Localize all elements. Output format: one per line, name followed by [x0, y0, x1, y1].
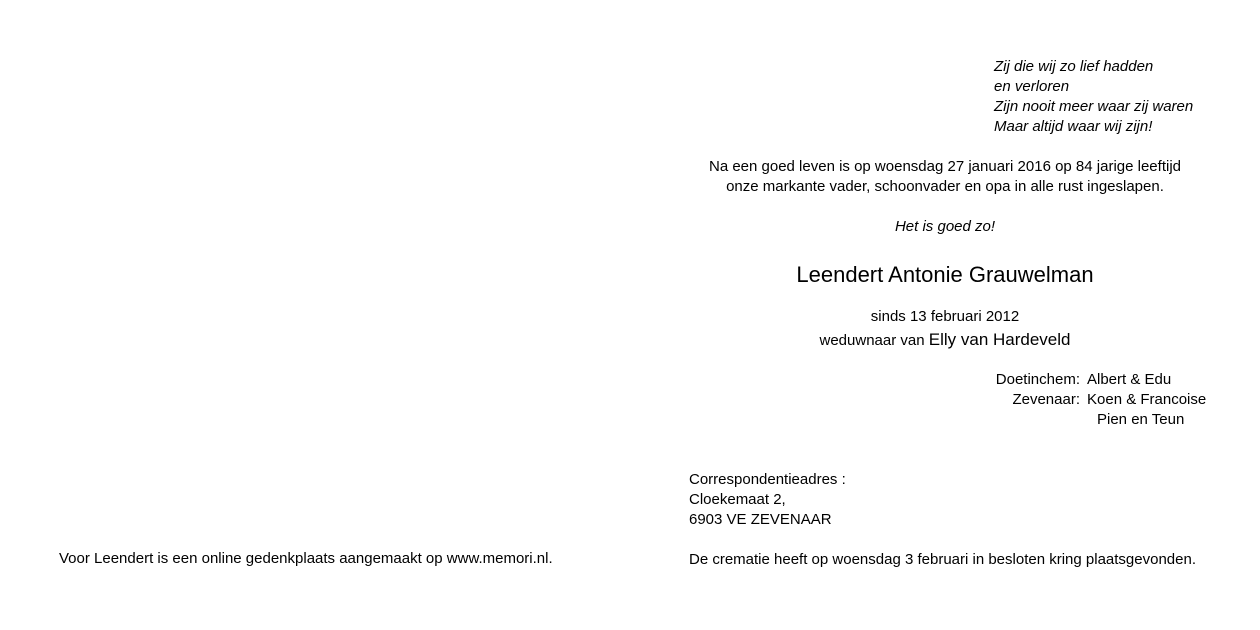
poem-line-1: Zij die wij zo lief hadden	[994, 58, 1154, 75]
family-place: Doetinchem:	[995, 371, 1080, 388]
poem	[994, 57, 1193, 137]
online-memorial-text: Voor Leendert is een online gedenkplaats aangemaakt op www.memori.nl.	[59, 550, 553, 567]
announcement-line-1: Na een goed leven is op woensdag 27 januari 2016 op 84 jarige leeftijd	[708, 158, 1181, 175]
family-place: Zevenaar:	[1012, 391, 1080, 408]
cremation-text: De crematie heeft op woensdag 3 februari in besloten kring plaatsgevonden.	[689, 551, 1196, 568]
spouse-name: Elly van Hardeveld	[928, 330, 1071, 349]
family-names: Koen & Francoise	[1087, 391, 1207, 408]
family-row	[990, 410, 1206, 430]
poem-line-3: Zijn nooit meer waar zij waren	[994, 98, 1194, 115]
family-row	[990, 390, 1206, 410]
address-heading: Correspondentieadres :	[689, 471, 846, 488]
widower-line	[690, 329, 1200, 352]
deceased-name: Leendert Antonie Grauwelman	[796, 262, 1094, 287]
address-street: Cloekemaat 2,	[689, 491, 786, 508]
correspondence-address	[689, 470, 846, 530]
announcement-line-2: onze markante vader, schoonvader en opa in alle rust ingeslapen.	[726, 178, 1164, 195]
motto: Het is goed zo!	[894, 218, 996, 235]
family-place	[990, 410, 1097, 430]
address-postal: 6903 VE ZEVENAAR	[689, 511, 832, 528]
family-names: Pien en Teun	[1097, 411, 1185, 428]
family-list	[990, 370, 1206, 430]
family-names: Albert & Edu	[1087, 371, 1172, 388]
since-line: sinds 13 februari 2012	[870, 308, 1020, 325]
poem-line-4: Maar altijd waar wij zijn!	[994, 118, 1153, 135]
poem-line-2: en verloren	[994, 78, 1070, 95]
family-row	[990, 370, 1206, 390]
widower-prefix: weduwnaar van	[819, 332, 925, 349]
